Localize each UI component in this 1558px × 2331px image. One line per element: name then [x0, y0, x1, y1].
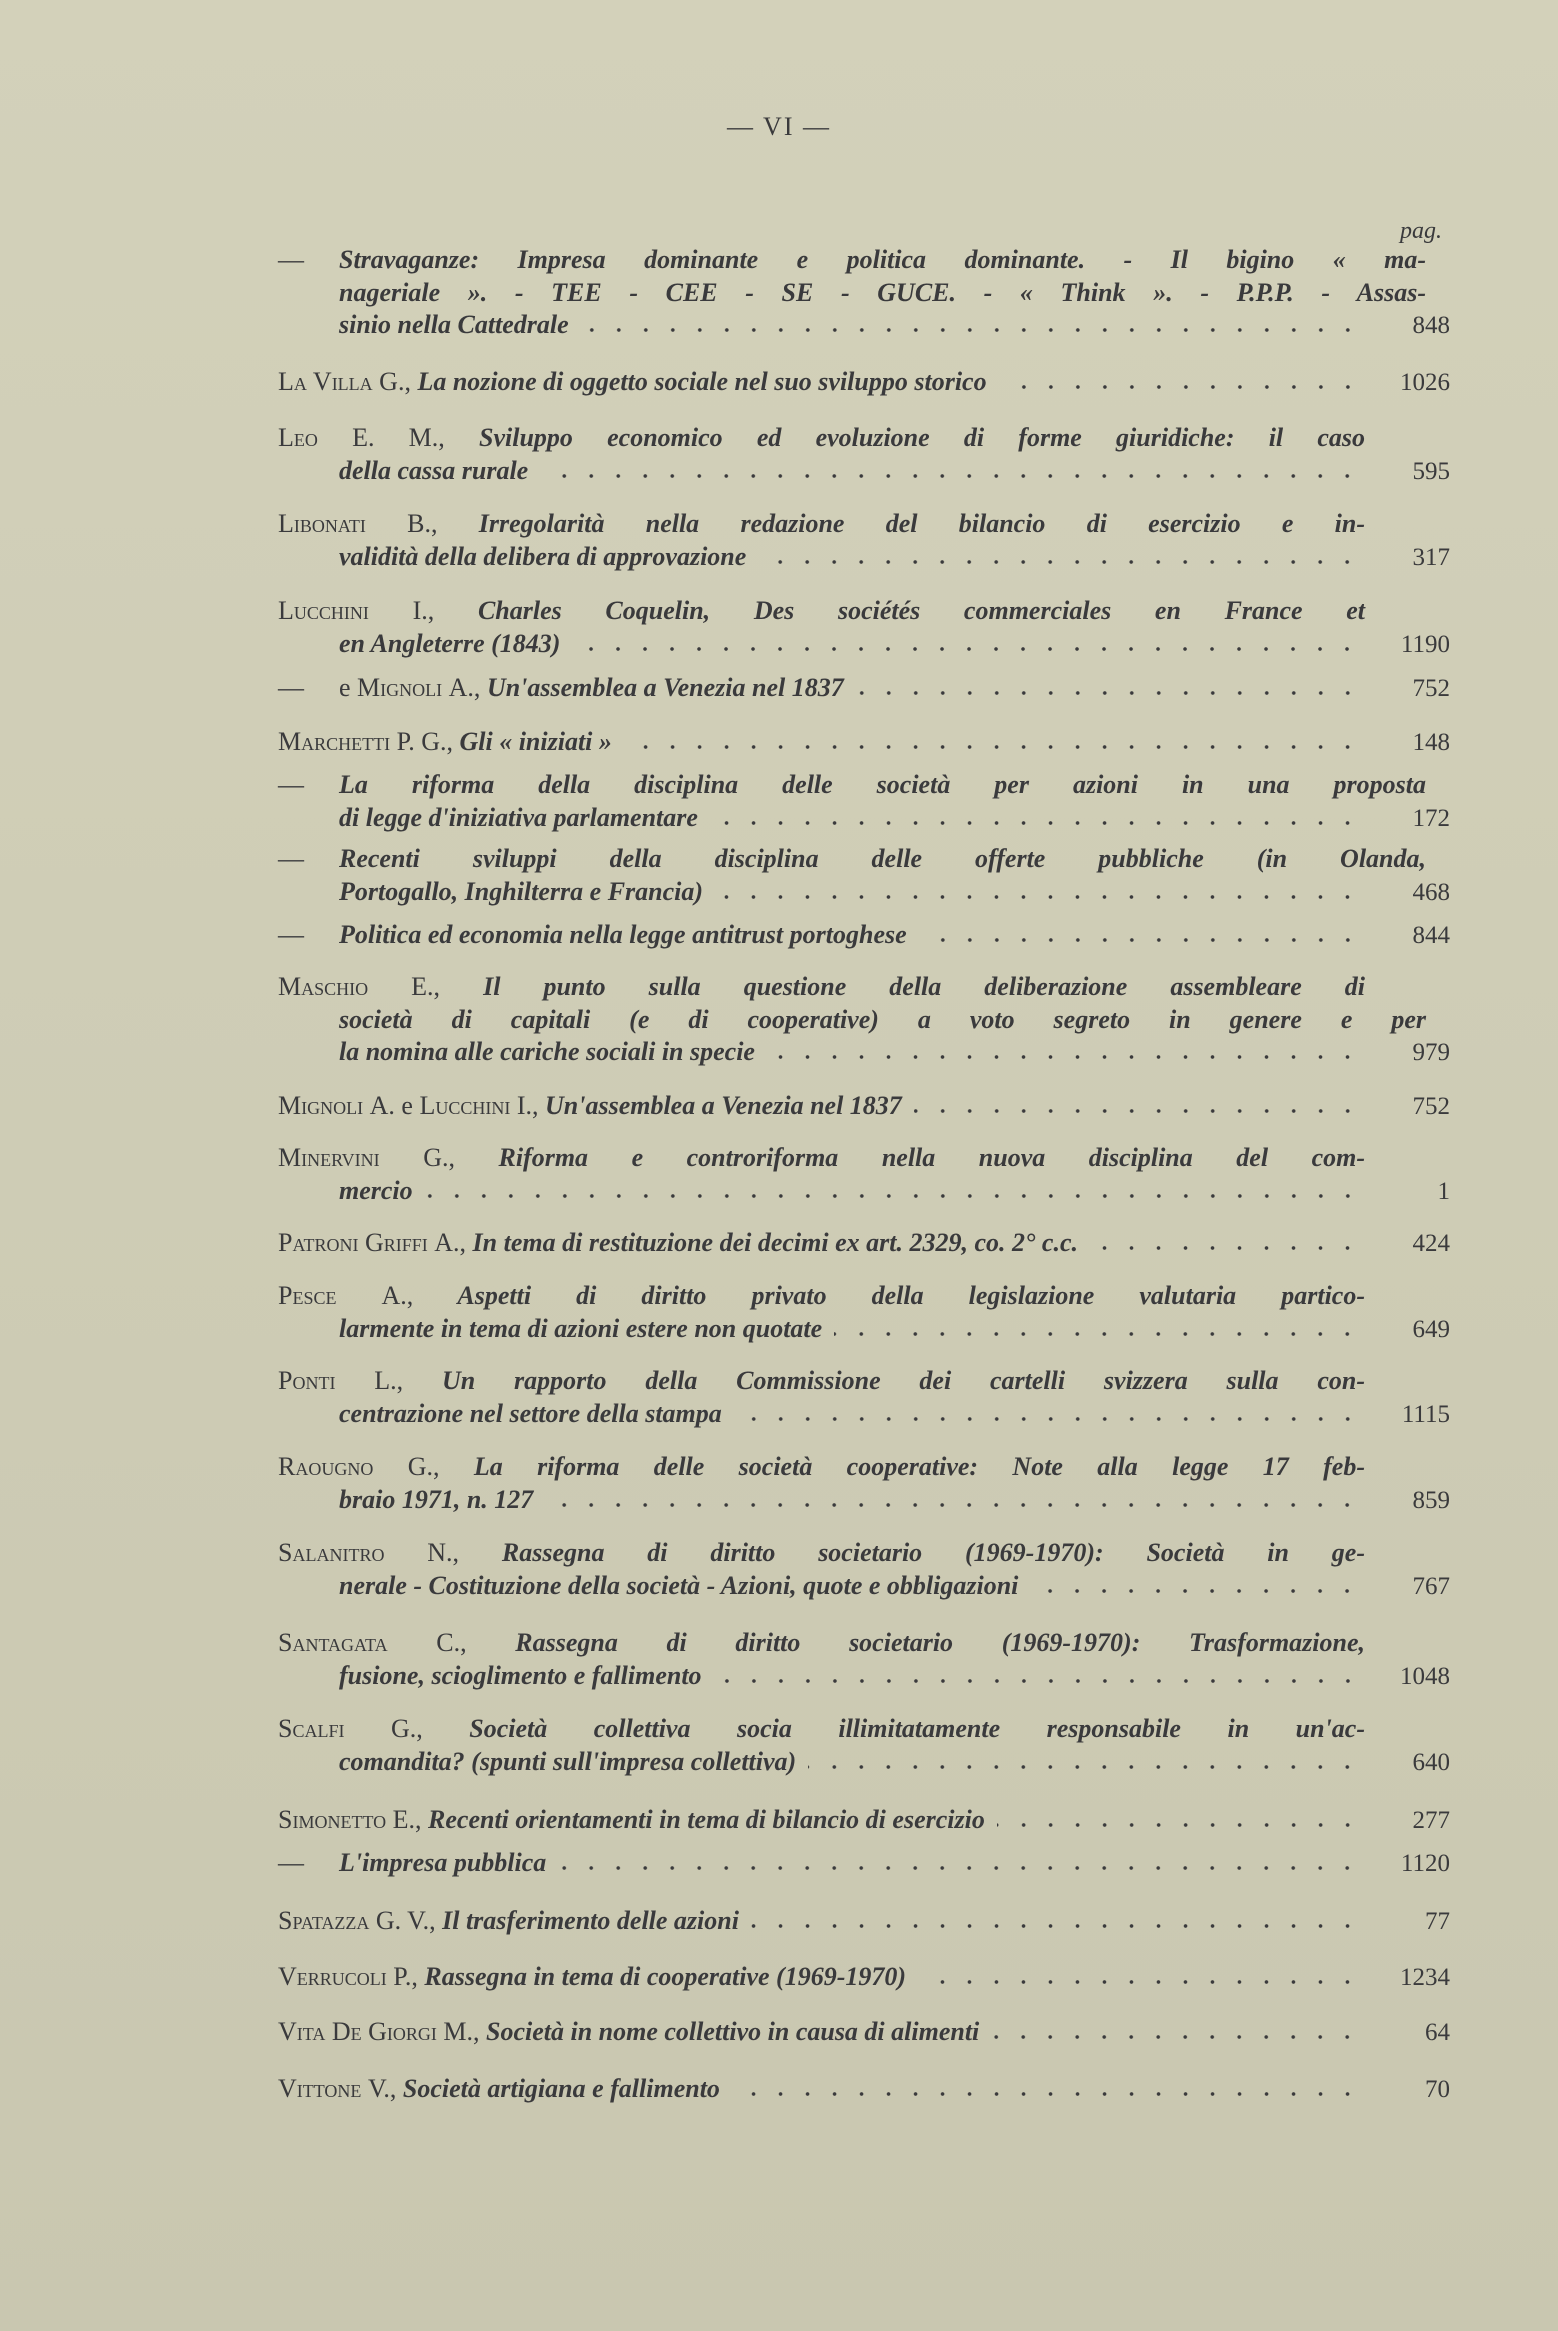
- index-entry: [278, 1537, 1450, 1603]
- author-initials: A.,: [381, 1281, 414, 1310]
- index-entry: [278, 595, 1450, 661]
- author-initials: P. G.,: [396, 727, 453, 756]
- entry-line: [278, 919, 1450, 953]
- entry-line: [278, 672, 1450, 706]
- page-number: 767: [1412, 1572, 1450, 1600]
- entry-title-text: [339, 876, 703, 909]
- entry-dash: —: [278, 245, 304, 274]
- entry-line: [278, 1746, 1450, 1780]
- author-surname: Verrucoli: [278, 1962, 387, 1991]
- page-number: 317: [1412, 543, 1450, 571]
- page-number: 1190: [1400, 630, 1450, 658]
- title-text: Un'assemblea a Venezia nel 1837: [545, 1091, 902, 1120]
- title-text: Rassegna in tema di cooperative (1969-1970): [424, 1962, 907, 1991]
- author-initials: G.,: [390, 1714, 423, 1743]
- title-text: Riforma e controriforma nella nuova disciplina del com-: [498, 1143, 1365, 1172]
- author-surname: Minervini: [278, 1143, 380, 1172]
- dot-leader: [751, 1923, 1361, 1929]
- entry-title-text: [278, 2073, 720, 2106]
- dot-leader: [558, 1865, 1361, 1871]
- dot-leader: [732, 2091, 1361, 2097]
- page-number: 979: [1412, 1039, 1450, 1066]
- title-text: braio 1971, n. 127: [339, 1484, 534, 1514]
- entry-line: [278, 1847, 1450, 1881]
- entry-line: [278, 2073, 1450, 2107]
- page-header: — VI —: [727, 112, 831, 141]
- title-text: nageriale ». - TEE - CEE - SE - GUCE. - « Think ». - P.P.P. - Assas-: [339, 277, 1426, 307]
- entry-line: [278, 244, 1450, 277]
- entry-title-text: [278, 1227, 1078, 1260]
- title-text: Il trasferimento delle azioni: [442, 1906, 739, 1935]
- entry-title-text: [339, 1036, 755, 1069]
- entry-line: [278, 1036, 1450, 1070]
- entry-line: [278, 1961, 1450, 1995]
- entry-line: [278, 1537, 1450, 1570]
- index-entry: [278, 1627, 1450, 1693]
- entry-title-text: [278, 1451, 1365, 1484]
- dot-leader: [425, 1193, 1361, 1199]
- entry-line: [278, 1398, 1450, 1432]
- entry-line: [278, 1004, 1450, 1037]
- page-number: 1048: [1400, 1662, 1450, 1690]
- dot-leader: [991, 2034, 1361, 2040]
- author-surname: La Villa: [278, 367, 373, 396]
- entry-line: [278, 508, 1450, 541]
- entry-line: [278, 971, 1450, 1004]
- title-text: la nomina alle cariche sociali in specie: [339, 1037, 755, 1066]
- entry-line: [278, 876, 1450, 910]
- author-initials: C.,: [436, 1628, 467, 1657]
- title-text: La riforma delle società cooperative: Note alla legge 17 feb-: [473, 1452, 1365, 1481]
- index-entry: [278, 672, 1450, 706]
- entry-title-text: [278, 366, 987, 399]
- title-text: L'impresa pubblica: [339, 1848, 547, 1877]
- author-surname: Vittone: [278, 2074, 362, 2103]
- index-entry: [278, 769, 1450, 835]
- title-text: La riforma della disciplina delle società per azioni in una proposta: [339, 770, 1426, 799]
- page-number: 1234: [1400, 1964, 1450, 1991]
- entry-line: [278, 726, 1450, 760]
- title-text: Rassegna di diritto societario (1969-1970): Trasformazione,: [515, 1628, 1366, 1657]
- entry-title-text: [278, 971, 1365, 1004]
- entry-dash: —: [278, 1848, 304, 1877]
- page-number: 848: [1412, 312, 1450, 339]
- author-initials: I.,: [412, 596, 435, 625]
- entry-title-text: [339, 1398, 722, 1431]
- entry-line: [278, 309, 1450, 343]
- index-entry: [278, 1961, 1450, 1995]
- entry-title-text: [339, 802, 698, 835]
- author-initials: B.,: [407, 509, 438, 538]
- author-surname: Scalfi: [278, 1714, 345, 1743]
- index-entry: [278, 2073, 1450, 2107]
- entry-line: [278, 1313, 1450, 1347]
- index-entry: [278, 1804, 1450, 1838]
- title-text: Società collettiva socia illimitatamente responsabile in un'ac-: [469, 1714, 1365, 1743]
- index-entry: [278, 2016, 1450, 2050]
- index-entry: [278, 1142, 1450, 1208]
- entry-title-text: [278, 1537, 1365, 1570]
- dot-leader: [997, 1822, 1361, 1828]
- author-initials: A.,: [448, 673, 481, 702]
- title-text: larmente in tema di azioni estere non quotate: [339, 1313, 823, 1343]
- entry-title-text: [278, 2016, 979, 2049]
- title-text: Sviluppo economico ed evoluzione di forme giuridiche: il caso: [479, 423, 1365, 452]
- entry-line: [278, 1175, 1450, 1209]
- entry-title-text: [278, 1905, 739, 1938]
- entry-line: [278, 1804, 1450, 1838]
- page-number: 1026: [1400, 369, 1450, 396]
- title-text: Portogallo, Inghilterra e Francia): [339, 876, 704, 906]
- title-text: Charles Coquelin, Des sociétés commerciales en France et: [477, 596, 1366, 625]
- author-surname: Pesce: [278, 1281, 337, 1310]
- dot-leader: [581, 327, 1361, 333]
- dot-leader: [715, 894, 1361, 900]
- entry-line: [278, 769, 1450, 802]
- dot-leader: [918, 1979, 1361, 1985]
- author-surname: Patroni Griffi: [278, 1228, 428, 1257]
- entry-title-text: [278, 1142, 1365, 1175]
- author-surname: Spatazza: [278, 1906, 370, 1935]
- page-number: 640: [1412, 1748, 1450, 1776]
- page-number: 70: [1425, 2076, 1450, 2103]
- author-surname: Marchetti: [278, 727, 391, 756]
- entry-line: [278, 366, 1450, 400]
- dot-leader: [1030, 1588, 1361, 1594]
- author-surname: Vita De Giorgi: [278, 2017, 437, 2046]
- author-initials: L.,: [374, 1366, 404, 1395]
- entry-title-text: [339, 1004, 1426, 1037]
- entry-line: [278, 1905, 1450, 1939]
- entry-line: [278, 1484, 1450, 1518]
- title-text: Recenti sviluppi della disciplina delle offerte pubbliche (in Olanda,: [339, 844, 1426, 873]
- index-entry: [278, 1365, 1450, 1431]
- entry-line: [278, 1227, 1450, 1261]
- dot-leader: [540, 473, 1361, 479]
- author-initials: E. M.,: [352, 423, 445, 452]
- title-text: Gli « iniziati »: [459, 727, 612, 756]
- entry-line: [278, 422, 1450, 455]
- index-entry: [278, 508, 1450, 574]
- author-surname: Mignoli: [278, 1091, 364, 1120]
- author-surname: Leo: [278, 423, 318, 452]
- page-number: 649: [1412, 1315, 1450, 1343]
- entry-title-text: [339, 1484, 533, 1517]
- author-surname: Raougno: [278, 1452, 374, 1481]
- page-number: 595: [1412, 457, 1450, 485]
- dot-leader: [758, 559, 1361, 565]
- index-entry: [278, 366, 1450, 400]
- entry-dash: —: [278, 844, 304, 873]
- author-surname: Simonetto: [278, 1805, 387, 1834]
- title-text: en Angleterre (1843): [339, 628, 561, 658]
- entry-title-text: [339, 277, 1426, 310]
- page-number: 1115: [1401, 1400, 1450, 1428]
- dot-leader: [624, 744, 1361, 750]
- title-text: validità della delibera di approvazione: [339, 541, 747, 571]
- entry-line: [278, 1365, 1450, 1398]
- dot-leader: [1090, 1245, 1361, 1251]
- author-initials: P.,: [393, 1962, 418, 1991]
- title-text: La nozione di oggetto sociale nel suo sviluppo storico: [417, 367, 987, 396]
- page-number: 1: [1437, 1177, 1450, 1205]
- page-number: 172: [1412, 804, 1450, 832]
- entry-dash: —: [278, 673, 304, 702]
- entry-title-text: [339, 769, 1426, 802]
- author-initials: G.,: [407, 1452, 440, 1481]
- entry-title-text: [278, 1961, 906, 1994]
- entry-dash: —: [278, 770, 304, 799]
- title-text: Società artigiana e fallimento: [402, 2074, 720, 2103]
- entry-title-text: [278, 1627, 1365, 1660]
- dot-leader: [572, 646, 1361, 652]
- entry-line: [278, 1660, 1450, 1694]
- page-number: 277: [1412, 1807, 1450, 1834]
- author-surname: Lucchini: [419, 1091, 511, 1120]
- author-surname: Libonati: [278, 509, 366, 538]
- entry-title-text: [278, 1804, 985, 1837]
- title-text: Politica ed economia nella legge antitrust portoghese: [339, 920, 907, 949]
- index-entry: [278, 726, 1450, 760]
- entry-line: [278, 802, 1450, 836]
- dot-leader: [914, 1108, 1361, 1114]
- title-text: Il punto sulla questione della deliberazione assembleare di: [483, 972, 1365, 1001]
- entry-line: [278, 628, 1450, 662]
- page-number: 859: [1412, 1486, 1450, 1514]
- index-entry: [278, 1227, 1450, 1261]
- entry-line: [278, 595, 1450, 628]
- title-text: Rassegna di diritto societario (1969-1970): Società in ge-: [501, 1538, 1365, 1567]
- entry-title-text: [339, 1847, 546, 1880]
- index-entry: [278, 971, 1450, 1070]
- dot-leader: [808, 1764, 1361, 1770]
- page-number: 148: [1412, 729, 1450, 756]
- title-text: Società in nome collettivo in causa di alimenti: [486, 2017, 980, 2046]
- dot-leader: [856, 690, 1361, 696]
- author-initials: N.,: [427, 1538, 460, 1567]
- entry-title-text: [278, 595, 1365, 628]
- entry-title-text: [339, 244, 1426, 277]
- entry-title-text: [339, 672, 844, 705]
- dot-leader: [545, 1502, 1361, 1508]
- page-number: 1120: [1400, 1850, 1450, 1877]
- author-initials: V.,: [367, 2074, 397, 2103]
- entry-title-text: [278, 422, 1365, 455]
- author-initials: M.,: [443, 2017, 480, 2046]
- index-entry: [278, 1905, 1450, 1939]
- entry-title-text: [339, 1313, 822, 1346]
- entry-title-text: [339, 919, 907, 952]
- entry-title-text: [278, 1090, 902, 1123]
- author-surname: Salanitro: [278, 1538, 385, 1567]
- entry-line: [278, 455, 1450, 489]
- entry-line: [278, 2016, 1450, 2050]
- entry-title-text: [339, 1660, 702, 1693]
- pag-label: pag.: [1400, 218, 1442, 244]
- title-text: fusione, scioglimento e fallimento: [339, 1660, 702, 1690]
- author-initials: A.,: [434, 1228, 467, 1257]
- entry-title-text: [278, 508, 1365, 541]
- page-number: 468: [1412, 878, 1450, 906]
- author-initials: E.,: [392, 1805, 422, 1834]
- entry-line: [278, 1142, 1450, 1175]
- page-number: 424: [1412, 1230, 1450, 1257]
- entry-title-text: [339, 1175, 413, 1208]
- entry-title-text: [339, 309, 569, 342]
- entry-line: [278, 1570, 1450, 1604]
- index-entry: [278, 244, 1450, 343]
- author-initials: E.,: [411, 972, 441, 1001]
- author-initials: G.,: [423, 1143, 455, 1172]
- dot-leader: [999, 384, 1361, 390]
- dot-leader: [710, 820, 1361, 826]
- title-text: Stravaganze: Impresa dominante e politica dominante. - Il bigino « ma-: [339, 245, 1426, 274]
- entry-title-text: [339, 843, 1426, 876]
- entry-title-text: [339, 1570, 1018, 1603]
- author-surname: Ponti: [278, 1366, 336, 1395]
- index-entry: [278, 1280, 1450, 1346]
- index-entry: [278, 843, 1450, 909]
- entry-title-text: [339, 1746, 796, 1779]
- index-entry: [278, 919, 1450, 953]
- entry-title-text: [339, 455, 528, 488]
- title-text: sinio nella Cattedrale: [339, 310, 569, 339]
- page-number: 844: [1412, 922, 1450, 949]
- author-initials: G. V.,: [375, 1906, 436, 1935]
- title-text: Irregolarità nella redazione del bilancio di esercizio e in-: [478, 509, 1366, 538]
- dot-leader: [834, 1331, 1361, 1337]
- page-number: 752: [1412, 1093, 1450, 1120]
- title-text: di legge d'iniziativa parlamentare: [339, 802, 698, 832]
- title-text: società di capitali (e di cooperative) a voto segreto in genere e per: [339, 1004, 1426, 1034]
- title-text: mercio: [339, 1175, 413, 1205]
- entry-title-text: [278, 1280, 1365, 1313]
- entry-title-text: [278, 726, 612, 759]
- page-number: 752: [1412, 675, 1450, 702]
- title-text: Un rapporto della Commissione dei cartelli svizzera sulla con-: [442, 1366, 1366, 1395]
- entry-title-text: [278, 1365, 1365, 1398]
- entry-line: [278, 1627, 1450, 1660]
- page-number: 64: [1425, 2019, 1450, 2046]
- title-text: nerale - Costituzione della società - Azioni, quote e obbligazioni: [339, 1570, 1019, 1600]
- entry-line: [278, 843, 1450, 876]
- title-text: Recenti orientamenti in tema di bilancio di esercizio: [428, 1805, 985, 1834]
- title-text: In tema di restituzione dei decimi ex art. 2329, co. 2° c.c.: [472, 1228, 1078, 1257]
- author-conjunction: e: [339, 673, 351, 702]
- title-text: Aspetti di diritto privato della legislazione valutaria partico-: [457, 1281, 1365, 1310]
- author-surname: Santagata: [278, 1628, 388, 1657]
- author-initials: G.,: [379, 367, 411, 396]
- entry-line: [278, 1090, 1450, 1124]
- author-surname: Mignoli: [357, 673, 443, 702]
- entry-line: [278, 1713, 1450, 1746]
- page-number: 77: [1425, 1908, 1450, 1935]
- author-initials: I.,: [516, 1091, 539, 1120]
- dot-leader: [767, 1054, 1361, 1060]
- dot-leader: [714, 1678, 1361, 1684]
- dot-leader: [919, 937, 1361, 943]
- title-text: centrazione nel settore della stampa: [339, 1398, 722, 1428]
- index-entry: [278, 422, 1450, 488]
- entry-line: [278, 541, 1450, 575]
- entry-line: [278, 1280, 1450, 1313]
- dot-leader: [734, 1416, 1361, 1422]
- index-entry: [278, 1451, 1450, 1517]
- author-surname: Maschio: [278, 972, 369, 1001]
- title-text: Un'assemblea a Venezia nel 1837: [486, 673, 844, 702]
- entry-line: [278, 277, 1450, 310]
- entry-line: [278, 1451, 1450, 1484]
- author-initials: A. e: [369, 1091, 413, 1120]
- index-entry: [278, 1847, 1450, 1881]
- title-text: della cassa rurale: [339, 455, 529, 485]
- index-entry: [278, 1090, 1450, 1124]
- entry-title-text: [339, 541, 746, 574]
- entry-dash: —: [278, 920, 304, 949]
- entry-title-text: [339, 628, 560, 661]
- author-surname: Lucchini: [278, 596, 369, 625]
- index-entry: [278, 1713, 1450, 1779]
- title-text: comandita? (spunti sull'impresa collettiva): [339, 1746, 797, 1776]
- entry-title-text: [278, 1713, 1365, 1746]
